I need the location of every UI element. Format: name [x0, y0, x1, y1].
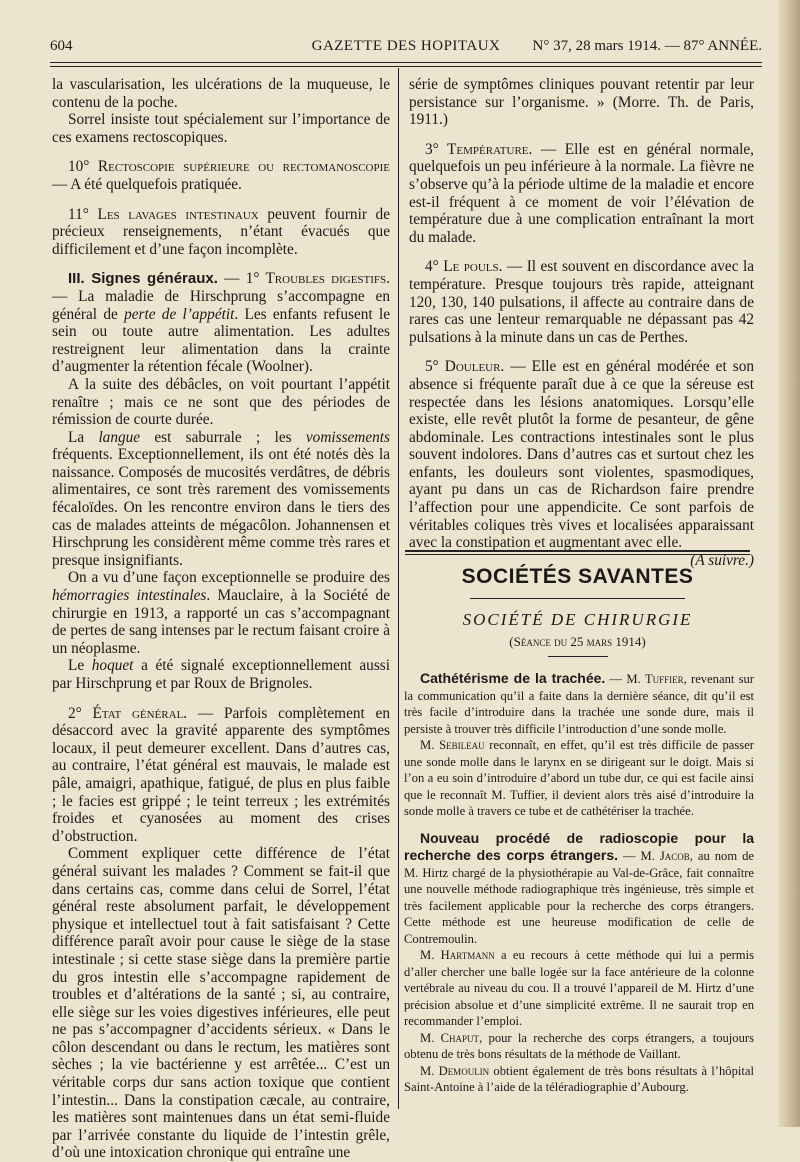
paragraph: La langue est saburrale ; les vomissements fréquents. Exceptionnellement, ils ont été notés dès la naissance. Composés de mucosités verdâtres, de débris alimentaires, ce sont très rarement des vomissements fécaloïdes. On les rencontre environ dans le tiers des cas de malades atteints de mégacôlon. Johannensen et Hirschprung les considèrent même comme très rares et presque insignifiants. — [52, 428, 390, 569]
paragraph: A la suite des débâcles, on voit pourtant l’appétit renaître ; mais ce ne sont que des périodes de rémission de courte durée. — [52, 375, 390, 429]
society-report — [404, 670, 754, 1096]
paragraph: Cathétérisme de la trachée. — M. Tuffier, revenant sur la communication qu’il a faite dans la dernière séance, dit qu’il est très facile d’introduire dans la trachée une sonde dure, mais il persiste à trouver très difficile l’introduction d’une sonde molle. — [404, 670, 754, 736]
header-rule-2 — [50, 66, 762, 67]
left-column — [52, 76, 390, 1162]
section-rule — [405, 550, 750, 552]
section-rule-2 — [405, 554, 750, 555]
paragraph: série de symptômes cliniques pouvant retentir par leur persistance sur l’organisme. » (Morre. Th. de Paris, 1911.) — [409, 76, 754, 129]
paragraph: 5° Douleur. — Elle est en général modérée et son absence si fréquente paraît due à ce que la séreuse est respectée dans les lésions anatomiques. Lorsqu’elle existe, elle revêt plutôt la forme de pesanteur, de gêne abdominale. Les contractions intestinales sont le plus souvent indolores. Dans d’autres cas et surtout chez les enfants, les douleurs sont violentes, spasmodiques, ayant pu dans un cas de Richardson faire prendre l’affection pour une appendicite. Ce sont parfois de véritables coliques très vives et localisées apparaissant avec la constipation et augmentant avec elle. — [409, 358, 754, 552]
page-number: 604 — [50, 38, 73, 54]
issue-info: N° 37, 28 mars 1914. — 87° ANNÉE. — [532, 38, 762, 54]
title-underline — [470, 598, 685, 599]
page-binding-edge — [778, 0, 800, 1127]
paragraph: On a vu d’une façon exceptionnelle se produire des hémorragies intestinales. Mauclaire, à la Société de chirurgie en 1913, a rapporté un cas s’accompagnant de pertes de sang intenses par le rectum faisant croire à un néoplasme. — [52, 569, 390, 657]
paragraph: M. Hartmann a eu recours à cette méthode qui lui a permis d’aller chercher une balle logée sur la face antérieure de la colonne vertébrale au niveau du cou. Il a trouvé l’appareil de M. Hirtz d’une précision absolue et d’une simplicité extrême. Il ne saurait trop en recommander l’emploi. — [404, 948, 755, 1028]
paragraph: 10° Rectoscopie supérieure ou rectomanoscopie — A été quelquefois pratiquée. — [52, 158, 390, 193]
right-column — [409, 76, 754, 569]
paragraph: M. Chaput, pour la recherche des corps étrangers, a toujours obtenu de très bons résultats de la méthode de Vaillant. — [404, 1030, 754, 1061]
section-heading: III. Signes généraux. — [68, 270, 218, 288]
session-date: (Séance du 25 mars 1914) — [509, 634, 646, 649]
paragraph: M. Demoulin obtient également de très bons résultats à l’hôpital Saint-Antoine à l’aide de la téléradiographie d’Aubourg. — [404, 1063, 754, 1094]
paragraph: la vascularisation, les ulcérations de la muqueuse, le contenu de la poche. — [52, 76, 390, 111]
paragraph: 3° Température. — Elle est en général normale, quelquefois un peu inférieure à la normale. La fièvre ne s’observe qu’à la période ultime de la maladie et encore est-il fréquent à ce moment de voir l’élévation de température due à une complication entraînant la mort du malade. — [409, 140, 754, 246]
paragraph: Nouveau procédé de radioscopie pour la recherche des corps étrangers. — M. Jacob, au nom de M. Hirtz chargé de la physiothérapie au Val-de-Grâce, fait connaître une nouvelle méthode radiographique très ingénieuse, très simple et très facilement applicable pour la recherche des corps étrangers. Cette méthode est une heureuse modification de celle de Contremoulin. — [404, 829, 755, 946]
page-header — [50, 38, 762, 60]
paragraph: 11° Les lavages intestinaux peuvent fournir de précieux renseignements, n’étant évacués que difficilement et d’une façon incomplète. — [52, 205, 390, 258]
journal-title: GAZETTE DES HOPITAUX — [311, 38, 501, 54]
column-divider — [398, 68, 399, 1109]
paragraph: 4° Le pouls. — Il est souvent en discordance avec la température. Presque toujours très rapide, atteignant 120, 130, 140 pulsations, il affecte au contraire dans de rares cas une lenteur remarquable ne dépassant pas 42 pulsations à la minute dans un cas de Perthes. — [409, 258, 754, 346]
society-title: SOCIÉTÉ DE CHIRURGIE — [462, 610, 693, 629]
paragraph: M. Sebileau reconnaît, en effet, qu’il est très difficile de passer une sonde molle dans le larynx en se dirigeant sur le doigt. Mais si l’on a eu soin d’introduire d’abord un tube dur, ce qui est facile ainsi que le reconnaît M. Tuffier, il devient alors très aisé d’introduire la sonde molle à travers ce tube et de cathétériser la trachée. — [404, 738, 754, 818]
short-rule — [548, 656, 608, 657]
to-follow: (A suivre.) — [690, 551, 754, 569]
paragraph: 2° État général. — Parfois complètement en désaccord avec la gravité apparente des symptômes locaux, il peut demeurer excellent. Dans d’autres cas, au contraire, l’état général est mauvais, le malade est pâle, amaigri, apathique, fatigué, de plus en plus faible ; le facies est grippé ; le teint terreux ; les extrémités froides et cyanosées au moment des crises d’obstruction. — [52, 704, 390, 845]
section-title: SOCIÉTÉS SAVANTES — [461, 565, 694, 588]
paragraph: Sorrel insiste tout spécialement sur l’importance de ces examens rectoscopiques. — [52, 111, 390, 146]
paragraph: Le hoquet a été signalé exceptionnellement aussi par Hirschprung et par Roux de Brignoles. — [52, 657, 390, 692]
paragraph: Comment expliquer cette différence de l’état général suivant les malades ? Comment se fait-il que dans certains cas, comme dans celui de Sorrel, l’état général reste absolument parfait, le développement physique et intellectuel tout à fait satisfaisant ? Cette différence paraît avoir pour cause le siège de la stase intestinale ; si cette stase siège dans la première partie du gros intestin elle s’accompagne rapidement de troubles et d’altérations de la santé ; si, au contraire, elle siège sur les voies digestives inférieures, elle peut ne pas s’accompagner d’accidents sérieux. « Dans le côlon descendant ou dans le rectum, les matières sont sèches ; la vie bactérienne y est arrêtée... C’est un véritable corps dur sans action toxique que contient l’intestin... Dans la constipation cæcale, au contraire, les matières sont maintenues dans un état semi-fluide par l’arrivée constante du liquide de l’intestin grêle, d’où une intoxication chronique qui entraîne une — [52, 845, 390, 1162]
paragraph: III. Signes généraux. — 1° Troubles digestifs. — La maladie de Hirschprung s’accompagne en général de perte de l’appétit. Les enfants refusent le sein ou toute autre alimentation. Les adultes restreignent leur alimentation dans la crainte d’augmenter la rétention fécale (Woolner). — [52, 270, 390, 376]
header-rule — [50, 62, 762, 63]
